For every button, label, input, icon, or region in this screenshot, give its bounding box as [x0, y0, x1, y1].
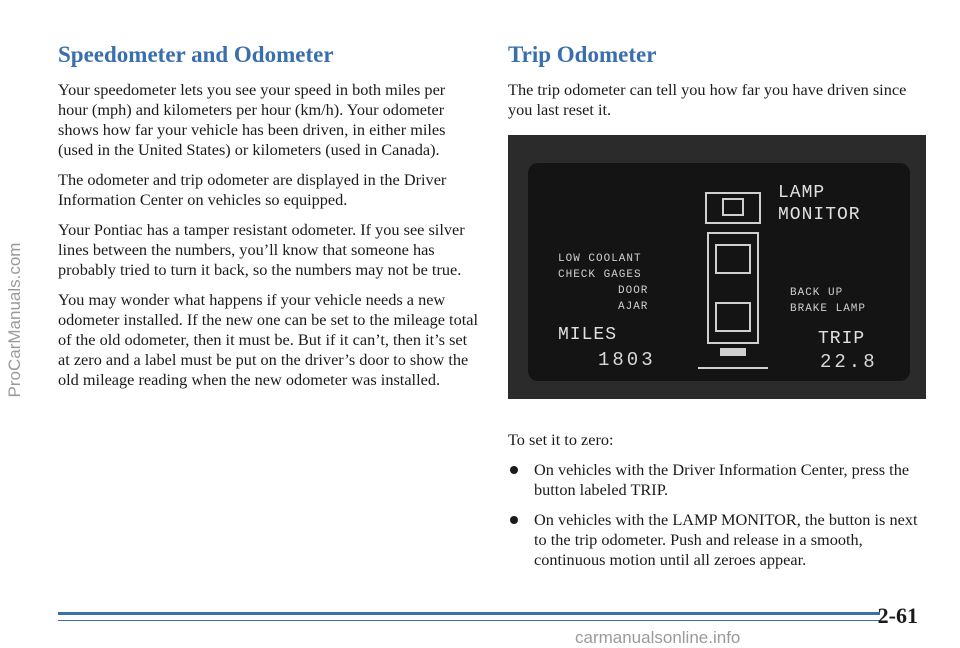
trip-odometer-section: [508, 42, 918, 130]
check-gages-label: CHECK GAGES: [558, 269, 642, 281]
trip-label: TRIP: [818, 329, 866, 349]
speedometer-paragraph-2: The odometer and trip odometer are displayed in the Driver Information Center on vehicles so equipped.: [58, 170, 447, 209]
bullet-icon: [510, 516, 518, 524]
car-outline-icon: [698, 173, 768, 373]
speedometer-paragraph-1: Your speedometer lets you see your speed in both miles per hour (mph) and kilometers per hour (km/h). Your odometer shows how far your vehicle has been driven, in either miles (used in the United States) or kilometers (used in Canada).: [58, 80, 446, 159]
side-watermark: [2, 60, 28, 580]
reset-step-2-text: On vehicles with the LAMP MONITOR, the button is next to the trip odometer. Push and release in a smooth, continuous motion until all zeroes appear.: [534, 510, 918, 569]
side-watermark-text: ProCarManuals.com: [5, 242, 24, 398]
speedometer-paragraph-3: Your Pontiac has a tamper resistant odometer. If you see silver lines between the numbers, you’ll know that someone has probably tried to turn it back, so the numbers may not be true.: [58, 220, 465, 279]
footer-rule-bottom: [58, 620, 880, 621]
miles-label: MILES: [558, 325, 618, 345]
page-number: 2-61: [877, 603, 918, 628]
lamp-label: LAMP: [778, 183, 826, 203]
reset-step-1: [508, 460, 918, 500]
speedometer-paragraph-4: You may wonder what happens if your vehicle needs a new odometer installed. If the new one can be set to the mileage total of the old odometer, then it must be. But if it can’t, then it’s set at zero and a label must be put on the driver’s door to show the old mileage reading when the new odometer was installed.: [58, 290, 478, 389]
bullet-icon: [510, 466, 518, 474]
speedometer-heading: Speedometer and Odometer: [58, 42, 334, 67]
monitor-label: MONITOR: [778, 205, 861, 225]
reset-step-1-text: On vehicles with the Driver Information Center, press the button labeled TRIP.: [534, 460, 910, 499]
lcd-display: [528, 163, 910, 381]
trip-value: 22.8: [820, 351, 878, 373]
instrument-display-photo: [508, 135, 926, 399]
speedometer-section: [58, 42, 478, 400]
trip-odometer-intro: The trip odometer can tell you how far you have driven since you last reset it.: [508, 80, 907, 119]
reset-heading: To set it to zero:: [508, 430, 614, 449]
ajar-label: AJAR: [618, 301, 649, 313]
low-coolant-label: LOW COOLANT: [558, 253, 642, 265]
miles-value: 1803: [598, 349, 656, 371]
brake-lamp-label: BRAKE LAMP: [790, 303, 867, 315]
trip-odometer-heading: Trip Odometer: [508, 42, 657, 67]
door-label: DOOR: [618, 285, 649, 297]
footer-rule-top: [58, 612, 880, 615]
reset-step-2: [508, 510, 918, 570]
reset-instructions: [508, 430, 918, 580]
reset-steps-list: [508, 460, 918, 570]
footer-watermark: carmanualsonline.info: [575, 628, 741, 647]
back-up-label: BACK UP: [790, 287, 844, 299]
